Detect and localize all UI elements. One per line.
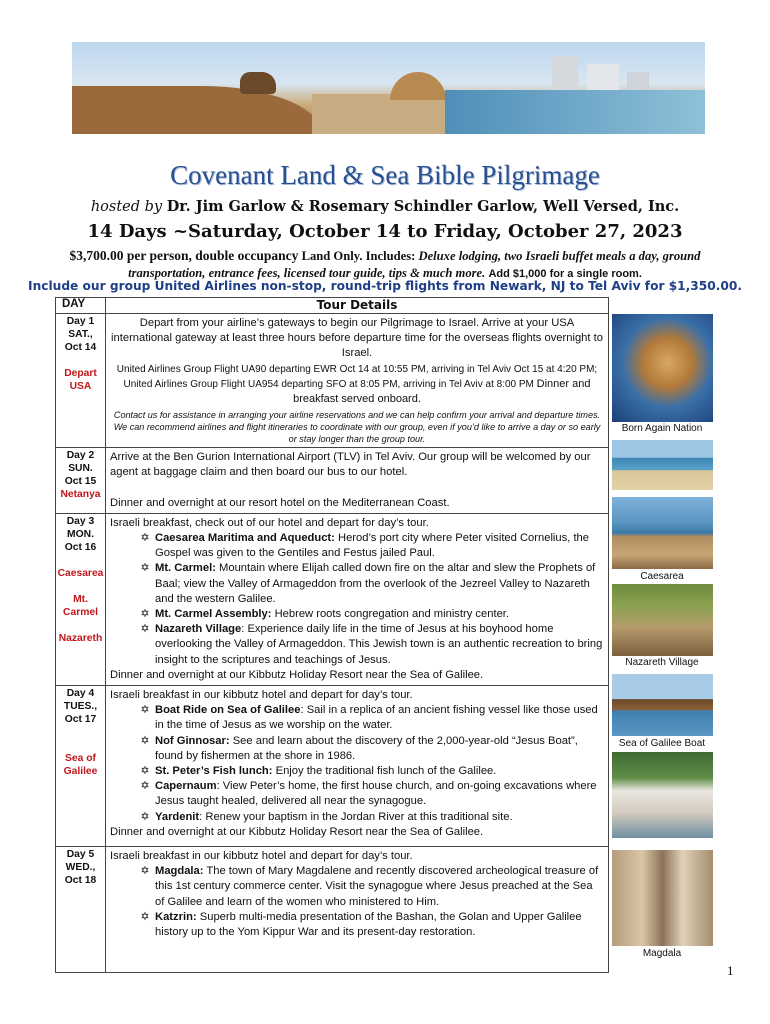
star-bullet-icon: ✡ xyxy=(140,810,150,823)
list-item xyxy=(110,864,604,910)
item-title: St. Peter’s Fish lunch: xyxy=(155,765,273,778)
day-weekday: SAT., xyxy=(68,329,93,340)
netanya-photo xyxy=(612,440,713,490)
item-title: Mt. Carmel Assembly: xyxy=(155,608,272,621)
item-title: Nof Ginnosar: xyxy=(155,734,230,747)
item-text: Hebrew roots congregation and ministry center. xyxy=(271,608,510,621)
day-date: Oct 16 xyxy=(64,541,97,553)
day-5-intro: Israeli breakfast in our kibbutz hotel and depart for day’s tour. xyxy=(110,850,413,863)
day-place: Sea of Galilee xyxy=(63,753,98,778)
day-1-cell xyxy=(56,314,106,448)
day-3-outro: Dinner and overnight at our Kibbutz Holiday Resort near the Sea of Galilee. xyxy=(110,668,484,681)
price-land-only: Land Only. Includes: xyxy=(301,249,416,263)
caption-caesarea: Caesarea xyxy=(640,571,684,582)
caesarea-photo xyxy=(612,497,713,569)
boat-photo xyxy=(612,674,713,736)
day-3-intro: Israeli breakfast, check out of our hotel and depart for day’s tour. xyxy=(110,516,429,529)
day-label: Day 5 xyxy=(66,849,95,861)
day-2-dinner: Dinner and overnight at our resort hotel on the Mediterranean Coast. xyxy=(110,496,450,509)
star-bullet-icon: ✡ xyxy=(140,765,150,778)
hosted-by-label: hosted by xyxy=(90,199,163,215)
day-date: Oct 17 xyxy=(64,714,97,726)
list-item xyxy=(110,622,604,668)
day-label: Day 2 xyxy=(66,450,95,462)
page-title: Covenant Land & Sea Bible Pilgrimage xyxy=(170,160,600,190)
price-includes: Deluxe lodging, two Israeli buffet meals a day, ground transportation, entrance fees, licensed tour guide, tips & much more. xyxy=(128,249,701,280)
header-tour-details: Tour Details xyxy=(106,298,609,314)
day-4-details xyxy=(106,686,609,847)
star-bullet-icon: ✡ xyxy=(140,865,150,878)
star-bullet-icon: ✡ xyxy=(140,532,150,545)
item-title: Nazareth Village xyxy=(155,623,242,636)
trip-dates: 14 Days ~Saturday, October 14 to Friday, October 27, 2023 xyxy=(87,221,683,242)
star-bullet-icon: ✡ xyxy=(140,623,150,636)
list-item xyxy=(110,810,604,825)
star-bullet-icon: ✡ xyxy=(140,910,150,923)
page-number: 1 xyxy=(727,963,734,978)
list-item xyxy=(110,607,604,622)
day-5-details xyxy=(106,847,609,973)
day-place: Netanya xyxy=(60,489,101,501)
star-bullet-icon: ✡ xyxy=(140,780,150,793)
item-text: The town of Mary Magdalene and recently discovered archeological treasure of this 1st century commerce center. Visit the synagogue where Jesus preached at the Sea of Galilee and learn of the women who ministered to Him. xyxy=(155,865,599,908)
day-place: Caesarea xyxy=(57,567,104,579)
caption-magdala: Magdala xyxy=(642,948,682,959)
list-item xyxy=(110,910,604,940)
day-2-details xyxy=(106,448,609,514)
magdala-photo xyxy=(612,850,713,946)
single-room-price: Add $1,000 for a single room. xyxy=(488,268,642,280)
day-weekday: TUES., xyxy=(63,701,98,713)
item-text: Enjoy the traditional fish lunch of the Galilee. xyxy=(272,765,497,778)
day-weekday: SUN. xyxy=(68,463,93,475)
item-title: Yardenit xyxy=(155,810,200,823)
header-day: DAY xyxy=(56,298,106,314)
item-text: : Experience daily life in the time of Jesus at his boyhood home overlooking the Valley of Armageddon. This Jewish town is an authentic recreation to bring insight to the scriptures and teachings of Jesus. xyxy=(155,623,603,666)
day-date: Oct 18 xyxy=(64,875,97,887)
item-title: Mt. Carmel: xyxy=(155,562,216,575)
list-item xyxy=(110,764,604,779)
hosted-by-names: Dr. Jim Garlow & Rosemary Schindler Garlow, Well Versed, Inc. xyxy=(166,198,680,215)
item-title: Katzrin: xyxy=(155,910,197,923)
map-photo xyxy=(612,314,713,422)
day-3-details xyxy=(106,513,609,685)
day-4-outro: Dinner and overnight at our Kibbutz Holiday Resort near the Sea of Galilee. xyxy=(110,825,484,838)
list-item xyxy=(110,779,604,809)
item-title: Boat Ride on Sea of Galilee xyxy=(155,704,301,717)
item-text: : View Peter’s home, the first house church, and on-going excavations where Jesus taught healed, delivered all near the synagogue. xyxy=(155,780,597,808)
item-text: Superb multi-media presentation of the Bashan, the Golan and Upper Galilee history up to the Yom Kippur War and its present-day restoration. xyxy=(155,910,582,939)
star-bullet-icon: ✡ xyxy=(140,562,150,575)
list-item xyxy=(110,734,604,764)
star-bullet-icon: ✡ xyxy=(140,734,150,747)
day-place: Mt. Carmel xyxy=(63,593,98,618)
item-text: See and learn about the discovery of the 2,000-year-old “Jesus Boat”, found by fishermen at the shore in 1986. xyxy=(155,734,578,762)
item-text: Mountain where Elijah called down fire on the altar and slew the Prophets of Baal; view the Valley of Armageddon from the overlook of the Jezreel Valley to Nazareth and the western Galilee. xyxy=(155,562,596,605)
caption-nazareth: Nazareth Village xyxy=(625,657,699,668)
day-1-flight-info xyxy=(110,362,604,408)
nazareth-photo xyxy=(612,584,713,656)
price-info xyxy=(40,247,730,283)
day-weekday: MON. xyxy=(67,528,94,540)
header-banner-image xyxy=(72,42,705,134)
item-text: Herod’s port city where Peter visited Cornelius, the Gospel was given to the Gentiles and Festus jailed Paul. xyxy=(155,532,590,560)
day-3-cell xyxy=(56,513,106,685)
list-item xyxy=(110,703,604,733)
item-text: : Sail in a replica of an ancient fishing vessel like those used in the time of Jesus as we worship on the water. xyxy=(155,704,598,732)
day-1-text: Depart from your airline’s gateways to begin our Pilgrimage to Israel. Arrive at your USA international gateway at least three hours before departure time for the overseas flights overnight to Israel. xyxy=(111,317,603,360)
day-label: Day 3 xyxy=(66,515,95,527)
list-item xyxy=(110,561,604,607)
day-label: Day 1 xyxy=(66,316,95,327)
day-1-flights: United Airlines Group Flight UA90 departing EWR Oct 14 at 10:55 PM, arriving in Tel Aviv Oct 15 at 4:20 PM; United Airlines Group Flight UA954 departing SFO at 8:05 PM, arriving in Tel Aviv at 8:00 PM xyxy=(116,363,598,390)
flights-offer: Include our group United Airlines non-stop, round-trip flights from Newark, NJ to Tel Aviv for $1,350.00. xyxy=(28,279,742,293)
day-1-details xyxy=(106,314,609,448)
day-2-cell xyxy=(56,448,106,514)
day-date: Oct 14 xyxy=(64,342,97,353)
price-amount: $3,700.00 per person, double occupancy xyxy=(69,248,299,263)
day-1-meals: Dinner and breakfast served onboard. xyxy=(293,377,591,406)
list-item xyxy=(110,531,604,561)
day-4-intro: Israeli breakfast in our kibbutz hotel and depart for day’s tour. xyxy=(110,689,413,702)
item-title: Magdala: xyxy=(155,865,204,878)
day-2-text: Arrive at the Ben Gurion International Airport (TLV) in Tel Aviv. Our group will be welcomed by our agent at baggage claim and then board our bus to our hotel. xyxy=(110,451,591,479)
star-bullet-icon: ✡ xyxy=(140,608,150,621)
item-title: Capernaum xyxy=(155,780,217,793)
caption-born-again: Born Again Nation xyxy=(621,423,703,434)
day-place: Depart USA xyxy=(64,368,97,392)
day-date: Oct 15 xyxy=(64,476,97,488)
day-1-note: Contact us for assistance in arranging your airline reservations and we can help confirm your arrival and departure times. We can recommend airlines and flight itineraries to coordinate with our group, even if you’d like to arrive a day or so early or stay longer than the group tour. xyxy=(113,410,601,445)
caption-boat: Sea of Galilee Boat xyxy=(618,738,706,749)
hosted-by xyxy=(0,198,770,215)
day-weekday: WED., xyxy=(65,862,96,874)
day-place: Nazareth xyxy=(58,632,103,644)
day-4-cell xyxy=(56,686,106,847)
item-text: : Renew your baptism in the Jordan River at this traditional site. xyxy=(199,810,513,823)
day-5-cell xyxy=(56,847,106,973)
star-bullet-icon: ✡ xyxy=(140,704,150,717)
day-label: Day 4 xyxy=(66,688,95,700)
item-title: Caesarea Maritima and Aqueduct: xyxy=(155,532,335,545)
baptism-photo xyxy=(612,752,713,838)
